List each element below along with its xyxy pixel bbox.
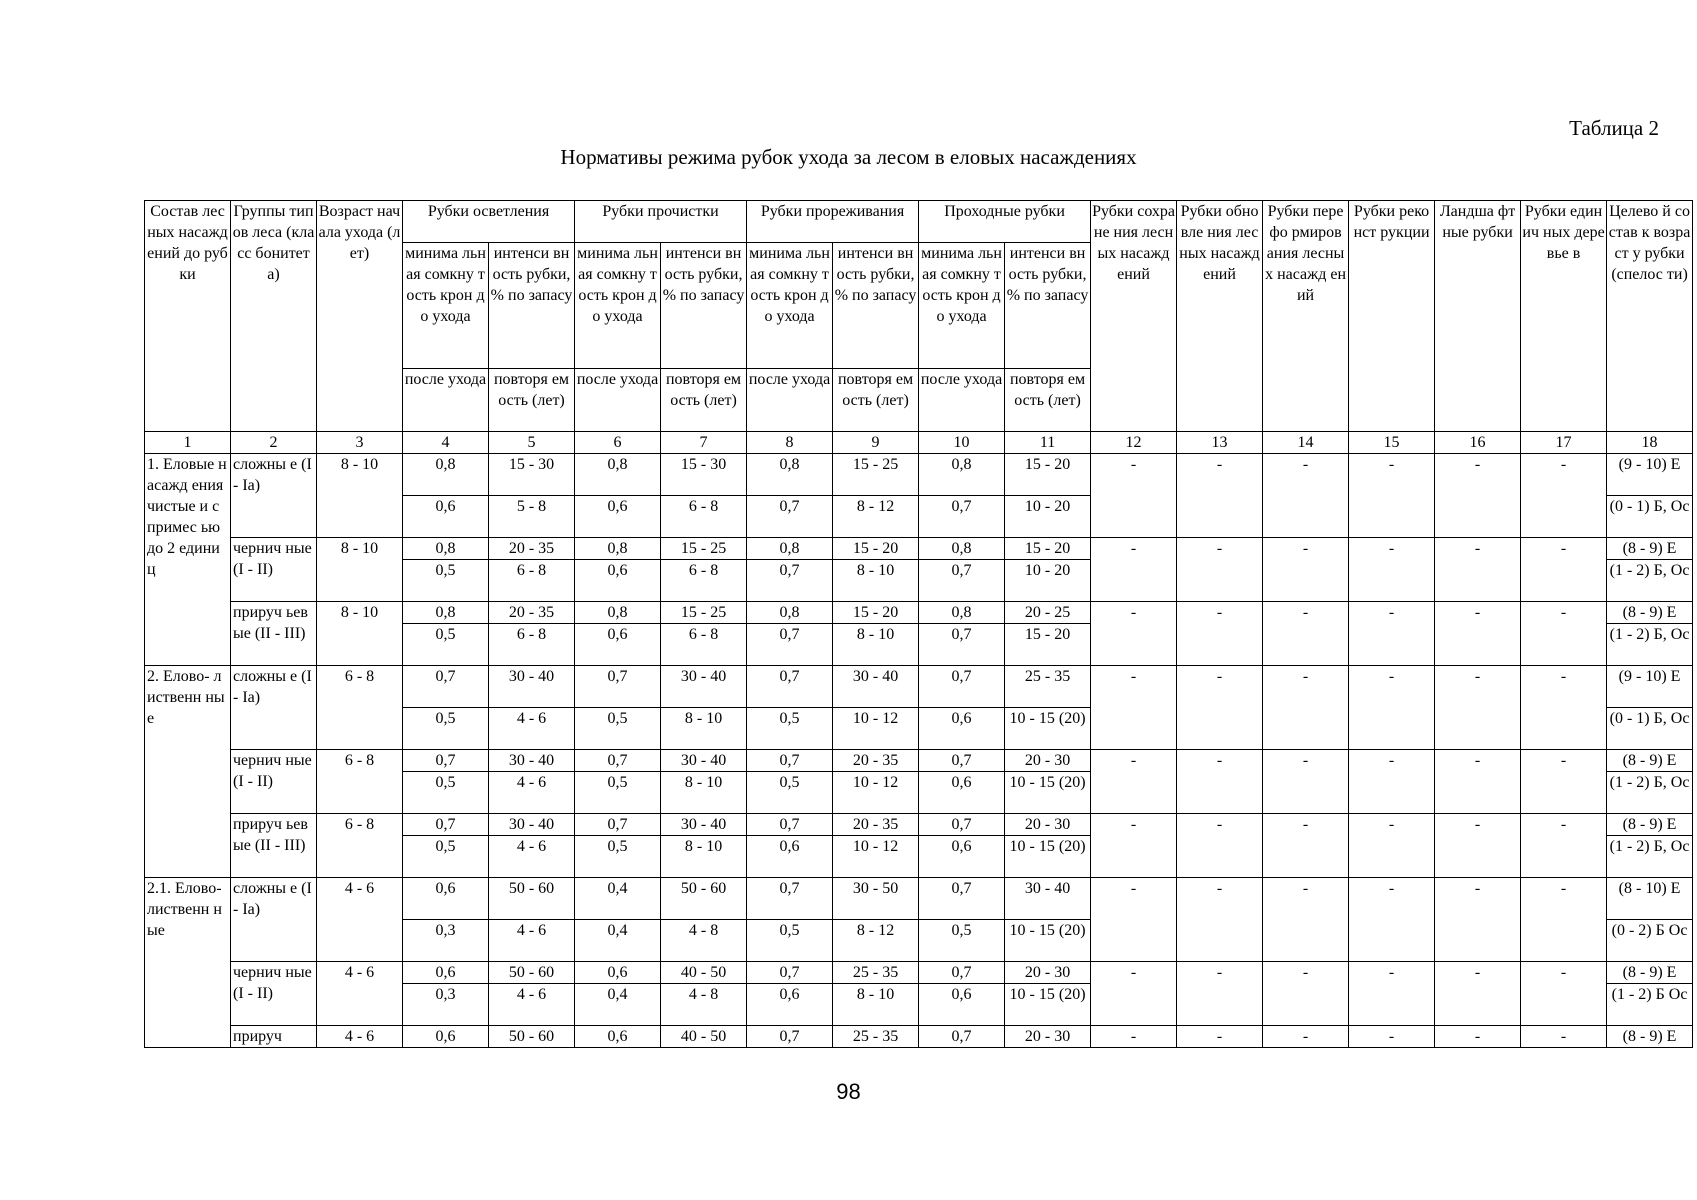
table-body xyxy=(145,201,1693,1048)
column-number: 6 xyxy=(575,432,661,454)
density-before-cell: 0,7 xyxy=(747,1026,833,1048)
dash-cell: - xyxy=(1521,454,1607,538)
intensity-cell: 15 - 30 xyxy=(661,454,747,496)
intensity-cell: 20 - 30 xyxy=(1005,1026,1091,1048)
column-number: 12 xyxy=(1091,432,1177,454)
dash-cell: - xyxy=(1521,962,1607,1026)
density-after-cell: 0,6 xyxy=(919,984,1005,1026)
repeat-cell: 4 - 6 xyxy=(489,984,575,1026)
intensity-cell: 20 - 35 xyxy=(489,602,575,624)
density-before-cell: 0,6 xyxy=(403,962,489,984)
intensity-cell: 15 - 20 xyxy=(833,602,919,624)
repeat-cell: 10 - 12 xyxy=(833,708,919,750)
density-after-cell: 0,7 xyxy=(919,496,1005,538)
target-composition-cell: (8 - 9) Е xyxy=(1607,602,1693,624)
column-number: 5 xyxy=(489,432,575,454)
dash-cell: - xyxy=(1263,666,1349,750)
dash-cell: - xyxy=(1349,1026,1435,1048)
header-repeat: повторя емость (лет) xyxy=(661,369,747,432)
header-reconstruction: Рубки реконст рукции xyxy=(1349,201,1435,432)
column-number: 9 xyxy=(833,432,919,454)
header-landscape: Ландша фтные рубки xyxy=(1435,201,1521,432)
target-composition-cell: (8 - 9) Е xyxy=(1607,814,1693,836)
intensity-cell: 15 - 25 xyxy=(833,454,919,496)
dash-cell: - xyxy=(1435,750,1521,814)
header-reformation: Рубки перефо рмиров ания лесных насажд ений xyxy=(1263,201,1349,432)
header-single-trees: Рубки единич ных деревье в xyxy=(1521,201,1607,432)
target-composition-cell: (9 - 10) Е xyxy=(1607,666,1693,708)
intensity-cell: 20 - 35 xyxy=(489,538,575,560)
density-after-cell: 0,7 xyxy=(747,496,833,538)
table-row xyxy=(145,666,1693,708)
target-composition-cell: (8 - 9) Е xyxy=(1607,1026,1693,1048)
dash-cell: - xyxy=(1435,814,1521,878)
composition-cell: 2. Елово- лиственн ные xyxy=(145,666,231,878)
density-before-cell: 0,8 xyxy=(403,602,489,624)
density-after-cell: 0,7 xyxy=(919,624,1005,666)
dash-cell: - xyxy=(1521,538,1607,602)
intensity-cell: 40 - 50 xyxy=(661,1026,747,1048)
page-number: 98 xyxy=(836,1079,861,1104)
column-number: 18 xyxy=(1607,432,1693,454)
density-after-cell: 0,5 xyxy=(747,920,833,962)
density-after-cell: 0,6 xyxy=(575,560,661,602)
column-number: 3 xyxy=(317,432,403,454)
dash-cell: - xyxy=(1091,666,1177,750)
column-number: 17 xyxy=(1521,432,1607,454)
density-after-cell: 0,5 xyxy=(919,920,1005,962)
column-number: 15 xyxy=(1349,432,1435,454)
intensity-cell: 25 - 35 xyxy=(1005,666,1091,708)
repeat-cell: 10 - 20 xyxy=(1005,496,1091,538)
density-before-cell: 0,6 xyxy=(403,1026,489,1048)
density-before-cell: 0,7 xyxy=(919,878,1005,920)
dash-cell: - xyxy=(1177,962,1263,1026)
dash-cell: - xyxy=(1263,602,1349,666)
header-after: после ухода xyxy=(747,369,833,432)
density-after-cell: 0,7 xyxy=(747,624,833,666)
table-row xyxy=(145,878,1693,920)
start-age-cell: 6 - 8 xyxy=(317,750,403,814)
target-composition-cell: (1 - 2) Б Ос xyxy=(1607,984,1693,1026)
dash-cell: - xyxy=(1091,962,1177,1026)
target-composition-cell: (0 - 2) Б Ос xyxy=(1607,920,1693,962)
density-before-cell: 0,6 xyxy=(575,1026,661,1048)
header-composition: Состав лесных насажд ений до рубки xyxy=(145,201,231,432)
intensity-cell: 50 - 60 xyxy=(489,878,575,920)
density-after-cell: 0,4 xyxy=(575,984,661,1026)
density-before-cell: 0,7 xyxy=(575,814,661,836)
start-age-cell: 4 - 6 xyxy=(317,878,403,962)
column-number: 1 xyxy=(145,432,231,454)
repeat-cell: 10 - 12 xyxy=(833,772,919,814)
density-before-cell: 0,7 xyxy=(747,666,833,708)
dash-cell: - xyxy=(1435,454,1521,538)
intensity-cell: 50 - 60 xyxy=(661,878,747,920)
dash-cell: - xyxy=(1263,814,1349,878)
intensity-cell: 20 - 25 xyxy=(1005,602,1091,624)
repeat-cell: 8 - 12 xyxy=(833,496,919,538)
column-number: 10 xyxy=(919,432,1005,454)
intensity-cell: 15 - 25 xyxy=(661,538,747,560)
column-number: 11 xyxy=(1005,432,1091,454)
target-composition-cell: (1 - 2) Б, Ос xyxy=(1607,624,1693,666)
target-composition-cell: (9 - 10) Е xyxy=(1607,454,1693,496)
repeat-cell: 8 - 10 xyxy=(833,984,919,1026)
intensity-cell: 15 - 30 xyxy=(489,454,575,496)
repeat-cell: 4 - 6 xyxy=(489,708,575,750)
density-before-cell: 0,7 xyxy=(575,666,661,708)
density-before-cell: 0,7 xyxy=(919,1026,1005,1048)
dash-cell: - xyxy=(1435,538,1521,602)
target-composition-cell: (1 - 2) Б, Ос xyxy=(1607,560,1693,602)
dash-cell: - xyxy=(1349,750,1435,814)
dash-cell: - xyxy=(1263,750,1349,814)
density-after-cell: 0,5 xyxy=(403,836,489,878)
column-number: 4 xyxy=(403,432,489,454)
dash-cell: - xyxy=(1177,602,1263,666)
table-row xyxy=(145,538,1693,560)
dash-cell: - xyxy=(1177,1026,1263,1048)
density-before-cell: 0,8 xyxy=(919,602,1005,624)
density-after-cell: 0,3 xyxy=(403,920,489,962)
dash-cell: - xyxy=(1349,962,1435,1026)
density-after-cell: 0,5 xyxy=(747,772,833,814)
dash-cell: - xyxy=(1435,1026,1521,1048)
start-age-cell: 4 - 6 xyxy=(317,1026,403,1048)
repeat-cell: 8 - 10 xyxy=(833,624,919,666)
header-renewal: Рубки обновле ния лесных насажд ений xyxy=(1177,201,1263,432)
density-before-cell: 0,7 xyxy=(575,750,661,772)
dash-cell: - xyxy=(1521,602,1607,666)
norms-table xyxy=(144,200,1693,1048)
dash-cell: - xyxy=(1349,602,1435,666)
dash-cell: - xyxy=(1435,666,1521,750)
repeat-cell: 8 - 10 xyxy=(661,708,747,750)
repeat-cell: 6 - 8 xyxy=(661,496,747,538)
repeat-cell: 10 - 12 xyxy=(833,836,919,878)
column-number: 8 xyxy=(747,432,833,454)
dash-cell: - xyxy=(1177,750,1263,814)
dash-cell: - xyxy=(1091,814,1177,878)
dash-cell: - xyxy=(1349,538,1435,602)
start-age-cell: 4 - 6 xyxy=(317,962,403,1026)
density-before-cell: 0,7 xyxy=(919,750,1005,772)
density-after-cell: 0,7 xyxy=(747,560,833,602)
repeat-cell: 4 - 8 xyxy=(661,920,747,962)
density-before-cell: 0,7 xyxy=(747,962,833,984)
dash-cell: - xyxy=(1263,878,1349,962)
forest-type-cell: сложны е (I - Ia) xyxy=(231,878,317,962)
header-row-1 xyxy=(145,201,1693,243)
header-repeat: повторя емость (лет) xyxy=(1005,369,1091,432)
intensity-cell: 20 - 35 xyxy=(833,750,919,772)
target-composition-cell: (1 - 2) Б, Ос xyxy=(1607,836,1693,878)
column-number: 14 xyxy=(1263,432,1349,454)
dash-cell: - xyxy=(1177,666,1263,750)
dash-cell: - xyxy=(1521,878,1607,962)
density-after-cell: 0,5 xyxy=(575,708,661,750)
intensity-cell: 15 - 20 xyxy=(1005,454,1091,496)
dash-cell: - xyxy=(1177,454,1263,538)
header-after: после ухода xyxy=(403,369,489,432)
dash-cell: - xyxy=(1521,666,1607,750)
density-after-cell: 0,5 xyxy=(403,772,489,814)
density-before-cell: 0,7 xyxy=(747,750,833,772)
target-composition-cell: (8 - 9) Е xyxy=(1607,538,1693,560)
dash-cell: - xyxy=(1521,750,1607,814)
start-age-cell: 8 - 10 xyxy=(317,454,403,538)
table-row xyxy=(145,602,1693,624)
intensity-cell: 25 - 35 xyxy=(833,1026,919,1048)
repeat-cell: 4 - 6 xyxy=(489,836,575,878)
column-number: 2 xyxy=(231,432,317,454)
density-after-cell: 0,6 xyxy=(747,984,833,1026)
header-after: после ухода xyxy=(919,369,1005,432)
density-before-cell: 0,7 xyxy=(747,814,833,836)
repeat-cell: 8 - 10 xyxy=(661,836,747,878)
intensity-cell: 20 - 30 xyxy=(1005,962,1091,984)
table-row xyxy=(145,454,1693,496)
intensity-cell: 30 - 40 xyxy=(489,814,575,836)
dash-cell: - xyxy=(1263,962,1349,1026)
density-before-cell: 0,8 xyxy=(403,538,489,560)
density-before-cell: 0,7 xyxy=(403,814,489,836)
target-composition-cell: (0 - 1) Б, Ос xyxy=(1607,708,1693,750)
header-min-density: минима льная сомкну тость крон до ухода xyxy=(919,243,1005,369)
dash-cell: - xyxy=(1521,1026,1607,1048)
density-before-cell: 0,7 xyxy=(919,962,1005,984)
density-after-cell: 0,6 xyxy=(747,836,833,878)
density-after-cell: 0,5 xyxy=(575,836,661,878)
intensity-cell: 30 - 40 xyxy=(489,666,575,708)
header-thinning: Рубки прореживания xyxy=(747,201,919,243)
header-cleaning: Рубки прочистки xyxy=(575,201,747,243)
header-intensity: интенси вность рубки, % по запасу xyxy=(833,243,919,369)
table-row xyxy=(145,962,1693,984)
density-after-cell: 0,6 xyxy=(919,772,1005,814)
density-before-cell: 0,6 xyxy=(575,962,661,984)
forest-type-cell: сложны е (I - Ia) xyxy=(231,666,317,750)
dash-cell: - xyxy=(1349,666,1435,750)
header-min-density: минима льная сомкну тость крон до ухода xyxy=(747,243,833,369)
density-after-cell: 0,6 xyxy=(575,624,661,666)
forest-type-cell: сложны е (I - Ia) xyxy=(231,454,317,538)
density-before-cell: 0,8 xyxy=(919,538,1005,560)
density-before-cell: 0,8 xyxy=(747,454,833,496)
intensity-cell: 20 - 35 xyxy=(833,814,919,836)
dash-cell: - xyxy=(1349,814,1435,878)
table-row xyxy=(145,1026,1693,1048)
forest-type-cell: прируч ьевые (II - III) xyxy=(231,602,317,666)
intensity-cell: 40 - 50 xyxy=(661,962,747,984)
forest-type-cell: чернич ные (I - II) xyxy=(231,538,317,602)
header-clearing: Рубки осветления xyxy=(403,201,575,243)
table-label: Таблица 2 xyxy=(1569,116,1659,140)
density-before-cell: 0,4 xyxy=(575,878,661,920)
header-start-age: Возраст начала ухода (лет) xyxy=(317,201,403,432)
density-after-cell: 0,5 xyxy=(747,708,833,750)
density-after-cell: 0,5 xyxy=(403,708,489,750)
intensity-cell: 30 - 40 xyxy=(833,666,919,708)
density-after-cell: 0,7 xyxy=(919,560,1005,602)
density-before-cell: 0,7 xyxy=(403,750,489,772)
intensity-cell: 30 - 40 xyxy=(661,666,747,708)
dash-cell: - xyxy=(1349,878,1435,962)
density-before-cell: 0,7 xyxy=(747,878,833,920)
header-passage: Проходные рубки xyxy=(919,201,1091,243)
dash-cell: - xyxy=(1177,814,1263,878)
intensity-cell: 15 - 25 xyxy=(661,602,747,624)
header-repeat: повторя емость (лет) xyxy=(833,369,919,432)
column-number: 16 xyxy=(1435,432,1521,454)
density-after-cell: 0,4 xyxy=(575,920,661,962)
start-age-cell: 8 - 10 xyxy=(317,602,403,666)
density-after-cell: 0,6 xyxy=(403,496,489,538)
intensity-cell: 50 - 60 xyxy=(489,962,575,984)
target-composition-cell: (8 - 9) Е xyxy=(1607,750,1693,772)
density-after-cell: 0,6 xyxy=(919,836,1005,878)
composition-cell: 1. Еловые насажд ения чистые и с примес ью до 2 единиц xyxy=(145,454,231,666)
target-composition-cell: (0 - 1) Б, Ос xyxy=(1607,496,1693,538)
density-after-cell: 0,5 xyxy=(403,624,489,666)
dash-cell: - xyxy=(1263,1026,1349,1048)
header-intensity: интенси вность рубки, % по запасу xyxy=(489,243,575,369)
repeat-cell: 8 - 12 xyxy=(833,920,919,962)
intensity-cell: 15 - 20 xyxy=(833,538,919,560)
repeat-cell: 10 - 15 (20) xyxy=(1005,920,1091,962)
column-number-row xyxy=(145,432,1693,454)
intensity-cell: 50 - 60 xyxy=(489,1026,575,1048)
density-after-cell: 0,6 xyxy=(919,708,1005,750)
dash-cell: - xyxy=(1349,454,1435,538)
start-age-cell: 6 - 8 xyxy=(317,666,403,750)
forest-type-cell: чернич ные (I - II) xyxy=(231,750,317,814)
intensity-cell: 30 - 40 xyxy=(661,814,747,836)
density-before-cell: 0,7 xyxy=(403,666,489,708)
repeat-cell: 4 - 6 xyxy=(489,920,575,962)
dash-cell: - xyxy=(1177,538,1263,602)
intensity-cell: 30 - 50 xyxy=(833,878,919,920)
density-before-cell: 0,8 xyxy=(575,454,661,496)
density-after-cell: 0,5 xyxy=(403,560,489,602)
header-preservation: Рубки сохране ния лесных насажд ений xyxy=(1091,201,1177,432)
repeat-cell: 15 - 20 xyxy=(1005,624,1091,666)
repeat-cell: 4 - 8 xyxy=(661,984,747,1026)
repeat-cell: 6 - 8 xyxy=(489,624,575,666)
forest-type-cell: прируч ьевые (II - III) xyxy=(231,814,317,878)
start-age-cell: 8 - 10 xyxy=(317,538,403,602)
repeat-cell: 10 - 15 (20) xyxy=(1005,836,1091,878)
column-number: 13 xyxy=(1177,432,1263,454)
density-after-cell: 0,5 xyxy=(575,772,661,814)
intensity-cell: 15 - 20 xyxy=(1005,538,1091,560)
target-composition-cell: (1 - 2) Б, Ос xyxy=(1607,772,1693,814)
repeat-cell: 10 - 15 (20) xyxy=(1005,984,1091,1026)
header-intensity: интенси вность рубки, % по запасу xyxy=(661,243,747,369)
header-min-density: минима льная сомкну тость крон до ухода xyxy=(575,243,661,369)
dash-cell: - xyxy=(1435,962,1521,1026)
density-before-cell: 0,7 xyxy=(919,814,1005,836)
dash-cell: - xyxy=(1435,602,1521,666)
repeat-cell: 10 - 20 xyxy=(1005,560,1091,602)
intensity-cell: 20 - 30 xyxy=(1005,814,1091,836)
dash-cell: - xyxy=(1091,1026,1177,1048)
dash-cell: - xyxy=(1263,454,1349,538)
forest-type-cell: чернич ные (I - II) xyxy=(231,962,317,1026)
dash-cell: - xyxy=(1091,538,1177,602)
header-min-density: минима льная сомкну тость крон до ухода xyxy=(403,243,489,369)
density-after-cell: 0,3 xyxy=(403,984,489,1026)
start-age-cell: 6 - 8 xyxy=(317,814,403,878)
header-forest-type: Группы типов леса (класс бонитет а) xyxy=(231,201,317,432)
repeat-cell: 8 - 10 xyxy=(833,560,919,602)
table-row xyxy=(145,750,1693,772)
header-intensity: интенси вность рубки, % по запасу xyxy=(1005,243,1091,369)
density-before-cell: 0,8 xyxy=(575,538,661,560)
header-after: после ухода xyxy=(575,369,661,432)
dash-cell: - xyxy=(1091,602,1177,666)
repeat-cell: 6 - 8 xyxy=(661,560,747,602)
dash-cell: - xyxy=(1521,814,1607,878)
density-before-cell: 0,6 xyxy=(403,878,489,920)
repeat-cell: 6 - 8 xyxy=(661,624,747,666)
table-row xyxy=(145,814,1693,836)
target-composition-cell: (8 - 9) Е xyxy=(1607,962,1693,984)
dash-cell: - xyxy=(1091,878,1177,962)
dash-cell: - xyxy=(1435,878,1521,962)
repeat-cell: 4 - 6 xyxy=(489,772,575,814)
target-composition-cell: (8 - 10) Е xyxy=(1607,878,1693,920)
dash-cell: - xyxy=(1263,538,1349,602)
intensity-cell: 30 - 40 xyxy=(661,750,747,772)
repeat-cell: 10 - 15 (20) xyxy=(1005,708,1091,750)
document-title: Нормативы режима рубок ухода за лесом в еловых насаждениях xyxy=(560,145,1137,169)
density-before-cell: 0,8 xyxy=(575,602,661,624)
density-after-cell: 0,6 xyxy=(575,496,661,538)
repeat-cell: 6 - 8 xyxy=(489,560,575,602)
density-before-cell: 0,8 xyxy=(403,454,489,496)
repeat-cell: 10 - 15 (20) xyxy=(1005,772,1091,814)
composition-cell: 2.1. Елово- лиственн ные xyxy=(145,878,231,1048)
density-before-cell: 0,7 xyxy=(919,666,1005,708)
header-target-composition: Целево й состав к возраст у рубки (спелос ти) xyxy=(1607,201,1693,432)
intensity-cell: 25 - 35 xyxy=(833,962,919,984)
intensity-cell: 20 - 30 xyxy=(1005,750,1091,772)
repeat-cell: 8 - 10 xyxy=(661,772,747,814)
dash-cell: - xyxy=(1177,878,1263,962)
density-before-cell: 0,8 xyxy=(919,454,1005,496)
density-before-cell: 0,8 xyxy=(747,538,833,560)
header-repeat: повторя емость (лет) xyxy=(489,369,575,432)
density-before-cell: 0,8 xyxy=(747,602,833,624)
dash-cell: - xyxy=(1091,454,1177,538)
intensity-cell: 30 - 40 xyxy=(489,750,575,772)
dash-cell: - xyxy=(1091,750,1177,814)
repeat-cell: 5 - 8 xyxy=(489,496,575,538)
intensity-cell: 30 - 40 xyxy=(1005,878,1091,920)
forest-type-cell: прируч xyxy=(231,1026,317,1048)
column-number: 7 xyxy=(661,432,747,454)
